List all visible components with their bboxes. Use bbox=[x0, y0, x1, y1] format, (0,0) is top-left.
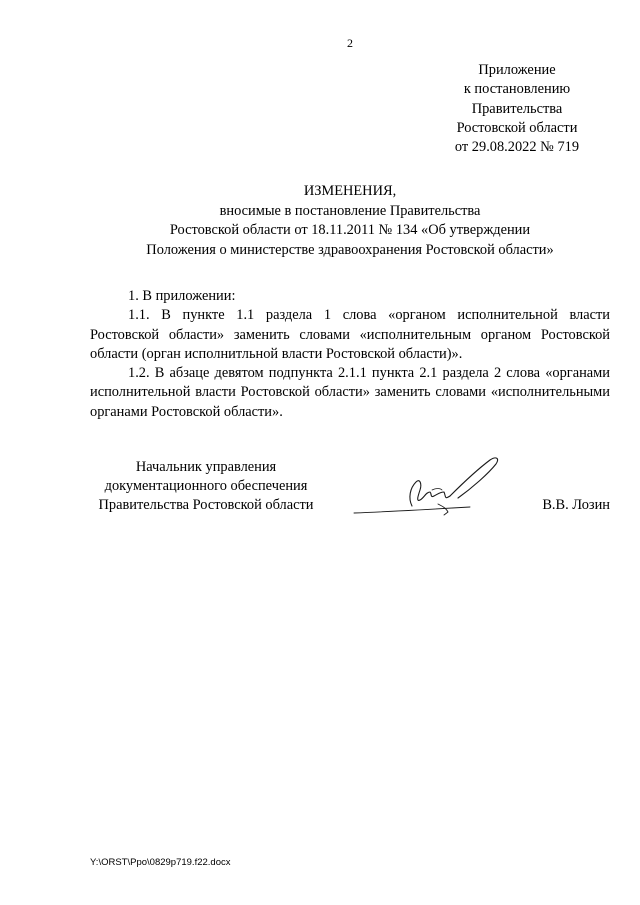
appendix-line: Правительства bbox=[471, 100, 563, 117]
appendix-date-number: от 29.08.2022 № 719 bbox=[454, 139, 580, 156]
heading-line: вносимые в постановление Правительства bbox=[219, 202, 481, 219]
heading-line: Положения о министерстве здравоохранения Ростовской области» bbox=[146, 241, 554, 258]
paragraph-1-2: 1.2. В абзаце девятом подпункта 2.1.1 пункта 2.1 раздела 2 слова «органами исполнительной власти Ростовской области» заменить словами «исполнительными органами Ростовской области». bbox=[90, 365, 610, 420]
page-number: 2 bbox=[347, 36, 353, 50]
document-heading bbox=[90, 182, 610, 260]
signer-position bbox=[90, 458, 322, 515]
document-title: ИЗМЕНЕНИЯ, bbox=[303, 183, 397, 199]
appendix-line: Приложение bbox=[478, 62, 556, 78]
handwritten-signature bbox=[350, 452, 510, 522]
appendix-header bbox=[400, 61, 634, 157]
appendix-line: к постановлению bbox=[463, 81, 571, 98]
paragraph-1: 1. В приложении: bbox=[128, 288, 236, 304]
heading-line: Ростовской области от 18.11.2011 № 134 «Об утверждении bbox=[169, 222, 531, 238]
signer-name: В.В. Лозин bbox=[542, 497, 610, 513]
signer-position-line: документационного обеспечения bbox=[104, 478, 308, 494]
document-body bbox=[90, 287, 610, 422]
file-path: Y:\ORST\Ppo\0829p719.f22.docx bbox=[90, 857, 231, 868]
signer-position-line: Начальник управления bbox=[135, 459, 277, 475]
appendix-line: Ростовской области bbox=[456, 119, 578, 136]
paragraph-1-1: 1.1. В пункте 1.1 раздела 1 слова «органом исполнительной власти Ростовской области» заменить словами «исполнительным органом Ростовской области (орган исполнитльной власти Ростовской области)». bbox=[90, 307, 610, 362]
signer-position-line: Правительства Ростовской области bbox=[98, 497, 314, 513]
